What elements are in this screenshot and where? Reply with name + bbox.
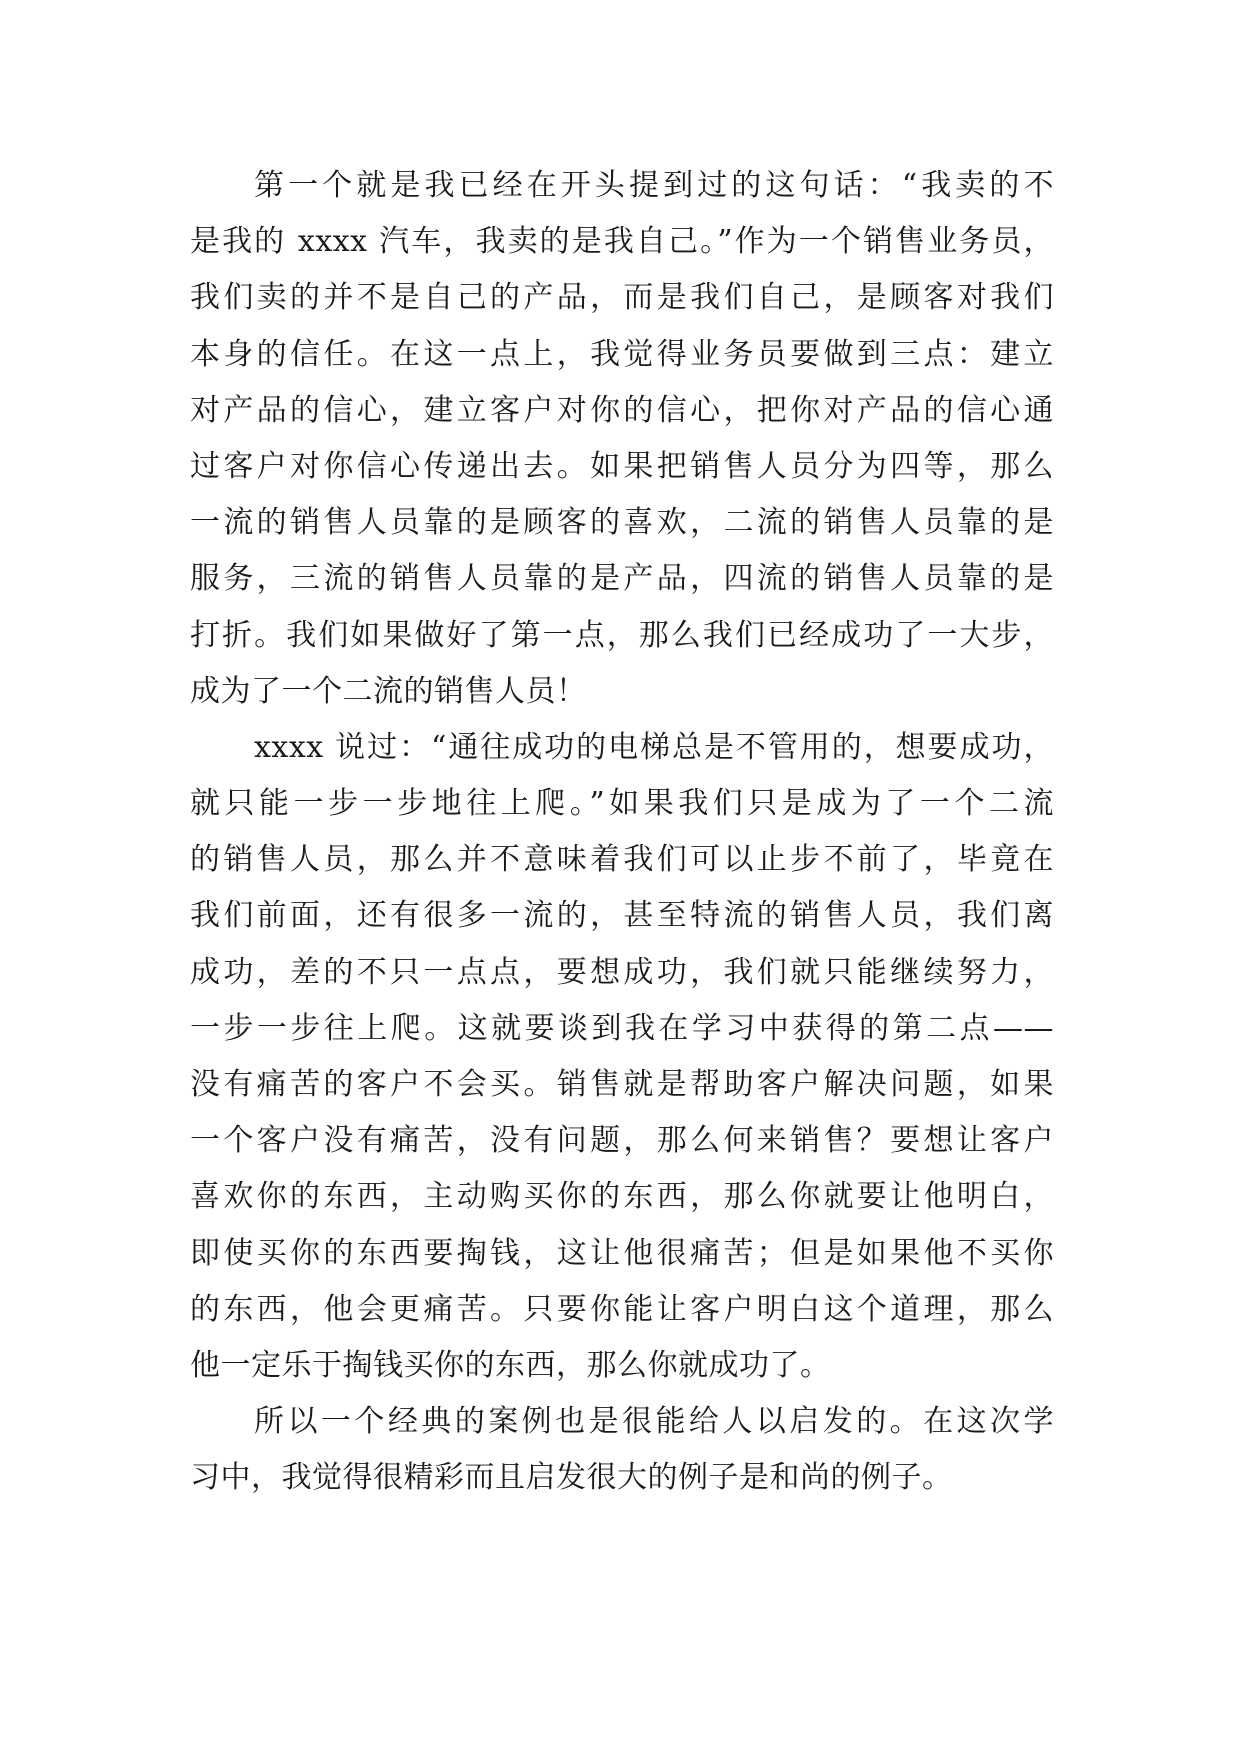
text-line: 本身的信任。在这一点上，我觉得业务员要做到三点：建立 — [190, 336, 1054, 372]
text-line: 所以一个经典的案例也是很能给人以启发的。在这次学 — [254, 1404, 1054, 1440]
text-line: 我们前面，还有很多一流的，甚至特流的销售人员，我们离 — [190, 898, 1054, 934]
text-line: 的销售人员，那么并不意味着我们可以止步不前了，毕竟在 — [190, 842, 1054, 878]
text-line: 一步一步往上爬。这就要谈到我在学习中获得的第二点—— — [190, 1010, 1054, 1046]
text-line: 喜欢你的东西，主动购买你的东西，那么你就要让他明白， — [190, 1179, 1054, 1215]
text-line: 他一定乐于掏钱买你的东西，那么你就成功了。 — [190, 1347, 831, 1383]
text-line: 一个客户没有痛苦，没有问题，那么何来销售？要想让客户 — [190, 1123, 1054, 1159]
paragraph-1 — [190, 158, 1054, 720]
text-line: 对产品的信心，建立客户对你的信心，把你对产品的信心通 — [190, 392, 1054, 428]
text-line: 打折。我们如果做好了第一点，那么我们已经成功了一大步， — [190, 617, 1054, 653]
text-line: 成为了一个二流的销售人员！ — [190, 673, 587, 709]
text-line: 习中，我觉得很精彩而且启发很大的例子是和尚的例子。 — [190, 1460, 953, 1496]
text-line: 成功，差的不只一点点，要想成功，我们就只能继续努力， — [190, 954, 1054, 990]
text-line: 没有痛苦的客户不会买。销售就是帮助客户解决问题，如果 — [190, 1067, 1054, 1102]
paragraph-3 — [190, 1394, 1054, 1506]
paragraph-2 — [190, 720, 1054, 1394]
text-line: 过客户对你信心传递出去。如果把销售人员分为四等，那么 — [190, 448, 1054, 484]
text-line: 服务，三流的销售人员靠的是产品，四流的销售人员靠的是 — [190, 561, 1054, 597]
text-line: 就只能一步一步地往上爬。”如果我们只是成为了一个二流 — [190, 786, 1054, 822]
text-line: 是我的 xxxx 汽车，我卖的是我自己。”作为一个销售业务员， — [190, 224, 1054, 260]
text-line: 即使买你的东西要掏钱，这让他很痛苦；但是如果他不买你 — [190, 1235, 1054, 1271]
text-line: 我们卖的并不是自己的产品，而是我们自己，是顾客对我们 — [190, 280, 1054, 316]
text-line: xxxx 说过：“通往成功的电梯总是不管用的，想要成功， — [254, 729, 1054, 765]
text-line: 一流的销售人员靠的是顾客的喜欢，二流的销售人员靠的是 — [190, 505, 1054, 541]
text-line: 的东西，他会更痛苦。只要你能让客户明白这个道理，那么 — [190, 1291, 1054, 1327]
text-line: 第一个就是我已经在开头提到过的这句话：“我卖的不 — [254, 168, 1054, 203]
body-text — [190, 158, 1054, 1507]
